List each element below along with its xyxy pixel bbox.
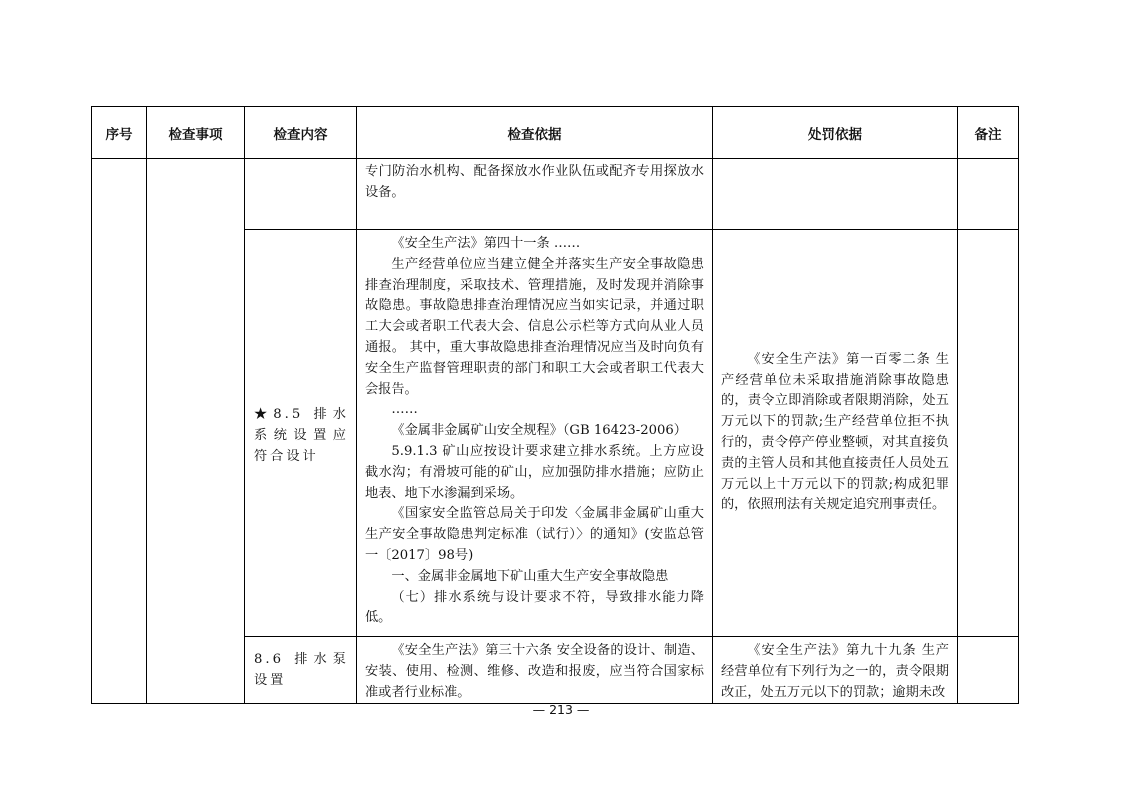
penalty-paragraph: 《安全生产法》第一百零二条 生产经营单位未采取措施消除事故隐患的，责令立即消除或者限期消除，处五万元以下的罚款;生产经营单位拒不执行的，责令停产停业整顿，对其直接负责的主管人员和其他直接责任人员处五万元以上十万元以下的罚款;构成犯罪的，依照刑法有关规定追究刑事责任。 [721,351,949,513]
remarks-cell [958,159,1019,230]
basis-paragraph: 《安全生产法》第四十一条 …… [391,236,581,251]
penalty-paragraph: 《安全生产法》第九十九条 生产经营单位有下列行为之一的，责令限期改正，处五万元以下的罚款；逾期未改 [721,643,949,700]
header-inspection-basis: 检查依据 [357,107,713,159]
inspection-content-text: ★8.5 排水系统设置应符合设计 [254,406,349,464]
basis-paragraph: 《安全生产法》第三十六条 安全设备的设计、制造、安装、使用、检测、维修、改造和报废，应当符合国家标准或者行业标准。 [365,643,704,700]
page-number: — 213 — [532,702,590,717]
header-inspection-item: 检查事项 [147,107,245,159]
inspection-item-cell [147,159,245,704]
inspection-basis-cell [357,230,713,637]
remarks-cell [958,637,1019,704]
table-header-row [92,107,1019,159]
inspection-content-cell [245,637,357,704]
inspection-content-cell [245,159,357,230]
remarks-cell [958,230,1019,637]
basis-paragraph: 生产经营单位应当建立健全并落实生产安全事故隐患排查治理制度，采取技术、管理措施，及时发现并消除事故隐患。事故隐患排查治理情况应当如实记录，并通过职工大会或者职工代表大会、信息公示栏等方式向从业人员通报。 其中，重大事故隐患排查治理情况应当及时向负有安全生产监督管理职责的部门和职工大会或者职工代表大会报告。 [365,256,704,397]
inspection-basis-cell [357,637,713,704]
basis-paragraph: 一、金属非金属地下矿山重大生产安全事故隐患 [391,568,669,584]
inspection-content-text: 8.6 排水泵设置 [254,652,349,689]
basis-paragraph: …… [391,402,418,418]
penalty-basis-cell [713,637,958,704]
penalty-basis-cell [713,230,958,637]
header-remarks: 备注 [958,107,1019,159]
inspection-basis-cell [357,159,713,230]
basis-paragraph: 专门防治水机构、配备探放水作业队伍或配齐专用探放水设备。 [365,164,704,200]
penalty-basis-cell [713,159,958,230]
basis-paragraph: 《金属非金属矿山安全规程》（GB 16423-2006） [391,423,687,439]
table-row [92,159,1019,230]
header-serial-number: 序号 [92,107,147,159]
serial-number-cell [92,159,147,704]
header-inspection-content: 检查内容 [245,107,357,159]
basis-paragraph: 《国家安全监管总局关于印发〈金属非金属矿山重大生产安全事故隐患判定标准（试行）〉的通知》(安监总管一〔2017〕98号) [365,506,704,563]
basis-paragraph: 5.9.1.3 矿山应按设计要求建立排水系统。上方应设截水沟；有滑坡可能的矿山，应加强防排水措施；应防止地表、地下水渗漏到采场。 [365,443,704,501]
header-penalty-basis: 处罚依据 [713,107,958,159]
inspection-table [91,106,1019,704]
inspection-content-cell [245,230,357,637]
basis-paragraph: （七）排水系统与设计要求不符，导致排水能力降低。 [365,589,704,626]
